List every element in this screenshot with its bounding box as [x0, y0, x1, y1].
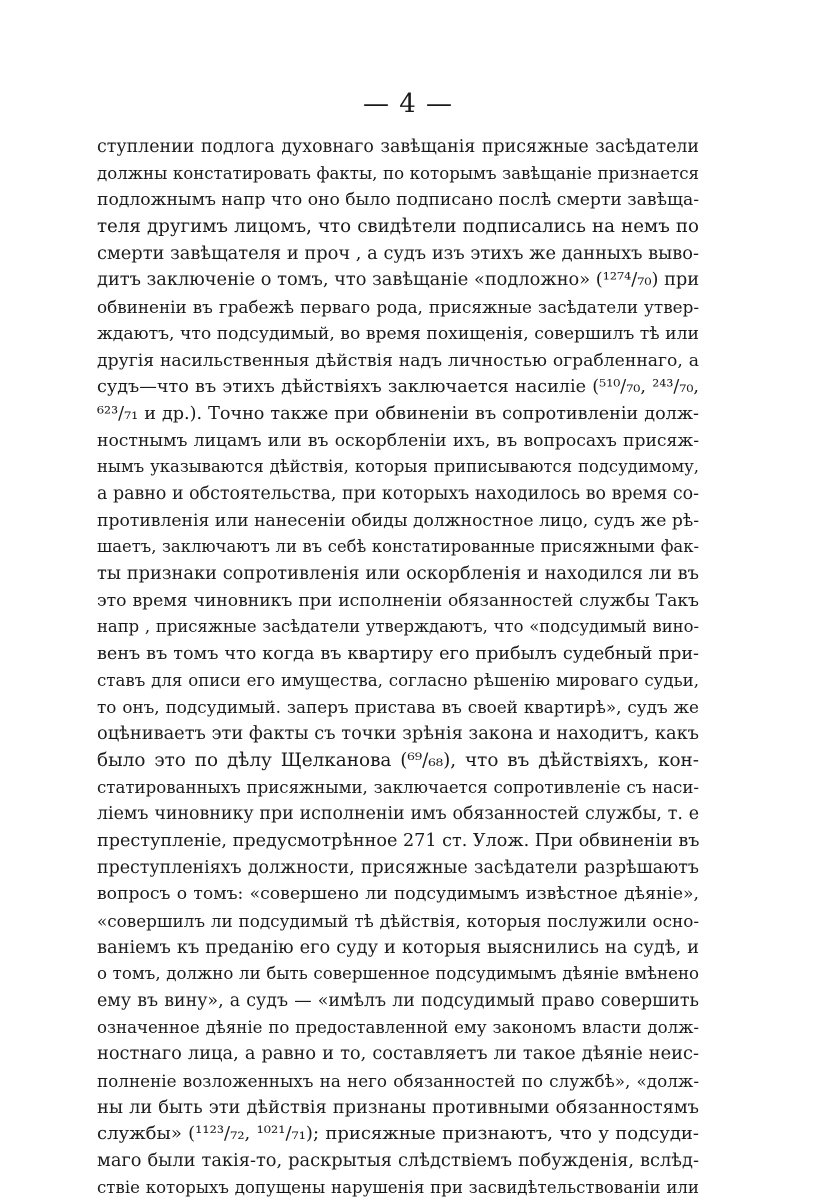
- text-line: ностнымъ лицамъ или въ оскорбленіи ихъ, въ вопросахъ присяж-: [97, 430, 699, 451]
- text-line: судъ—что въ этихъ дѣйствіяхъ заключается насиліе (⁵¹⁰/₇₀, ²⁴³/₇₀,: [97, 377, 699, 398]
- text-line: должны констатировать факты, по которымъ завѣщаніе признается: [97, 163, 699, 183]
- text-line: статированныхъ присяжными, заключается сопротивленіе съ наси-: [97, 777, 699, 797]
- text-line: ждаютъ, что подсудимый, во время похищенія, совершилъ тѣ или: [97, 323, 699, 344]
- text-line: полненіе возложенныхъ на него обязанностей по службѣ», «долж-: [97, 1071, 699, 1092]
- text-line: обвиненіи въ грабежѣ перваго рода, присяжные засѣдатели утвер-: [97, 297, 699, 318]
- text-line: нымъ указываются дѣйствія, которыя приписываются подсудимому,: [97, 457, 699, 477]
- text-line: службы» (¹¹²³/₇₂, ¹⁰²¹/₇₁); присяжные признаютъ, что у подсуди-: [97, 1123, 699, 1145]
- text-line: преступленіяхъ должности, присяжные засѣдатели разрѣшаютъ: [97, 857, 699, 878]
- text-line: противленія или нанесеніи обиды должностное лицо, судъ же рѣ-: [97, 510, 699, 531]
- text-line: ⁶²³/₇₁ и др.). Точно также при обвиненіи въ сопротивленіи долж-: [97, 403, 699, 424]
- text-line: ставъ для описи его имущества, согласно рѣшенію мироваго судьи,: [97, 670, 699, 690]
- text-line: преступленіе, предусмотрѣнное 271 ст. Улож. При обвиненіи въ: [97, 830, 699, 851]
- text-line: смерти завѣщателя и проч , а судъ изъ этихъ же данныхъ выво-: [97, 242, 699, 264]
- text-line: шаетъ, заключаютъ ли въ себѣ констатированные присяжными фак-: [97, 537, 699, 557]
- body-text: [97, 134, 699, 1202]
- text-line: теля другимъ лицомъ, что свидѣтели подписались на немъ по: [97, 216, 699, 238]
- text-line: ностнаго лица, а равно и то, составляетъ ли такое дѣяніе неис-: [97, 1043, 699, 1065]
- text-line: это время чиновникъ при исполненіи обязанностей службы Такъ: [97, 590, 699, 611]
- text-line: было это по дѣлу Щелканова (⁶⁹/₆₈), что въ дѣйствіяхъ, кон-: [97, 749, 699, 771]
- text-line: маго были такія-то, раскрытыя слѣдствіемъ побужденія, вслѣд-: [97, 1150, 699, 1172]
- text-line: означенное дѣяніе по предоставленной ему закономъ власти долж-: [97, 1017, 699, 1037]
- text-line: ваніемъ къ преданію его суду и которыя выяснились на судѣ, и: [97, 936, 699, 958]
- text-line: дитъ заключеніе о томъ, что завѣщаніе «подложно» (¹²⁷⁴/₇₀) при: [97, 269, 699, 291]
- text-line: ступлении подлога духовнаго завѣщанія присяжные засѣдатели: [97, 137, 699, 157]
- text-line: ему въ вину», а судъ — «имѣлъ ли подсудимый право совершить: [97, 991, 699, 1011]
- text-line: «совершилъ ли подсудимый тѣ дѣйствія, которыя послужили осно-: [97, 910, 699, 931]
- text-line: оцѣниваетъ эти факты съ точки зрѣнія закона и находитъ, какъ: [97, 723, 699, 745]
- text-line: подложнымъ напр что оно было подписано послѣ смерти завѣща-: [97, 190, 699, 211]
- text-line: вопросъ о томъ: «совершено ли подсудимымъ извѣстное дѣяніе»,: [97, 884, 699, 905]
- text-line: то онъ, подсудимый. заперъ пристава въ своей квартирѣ», судъ же: [97, 697, 699, 718]
- text-line: ліемъ чиновнику при исполненіи имъ обязанностей службы, т. е: [97, 804, 699, 825]
- text-line: напр , присяжные засѣдатели утверждаютъ, что «подсудимый вино-: [97, 617, 699, 637]
- text-line: о томъ, должно ли быть совершенное подсудимымъ дѣяніе вмѣнено: [97, 964, 699, 984]
- text-line: ны ли быть эти дѣйствія признаны противными обязанностямъ: [97, 1096, 699, 1118]
- text-line: другія насильственныя дѣйствія надъ личностью ограбленнаго, а: [97, 350, 699, 371]
- page-number: — 4 —: [362, 89, 454, 119]
- text-line: ты признаки сопротивленія или оскорбленія и находился ли въ: [97, 563, 699, 584]
- text-line: а равно и обстоятельства, при которыхъ находилось во время со-: [97, 483, 699, 504]
- text-line: венъ въ томъ что когда въ квартиру его прибылъ судебный при-: [97, 644, 699, 665]
- text-line: ствіе которыхъ допущены нарушенія при засвидѣтельствованіи или: [97, 1177, 699, 1197]
